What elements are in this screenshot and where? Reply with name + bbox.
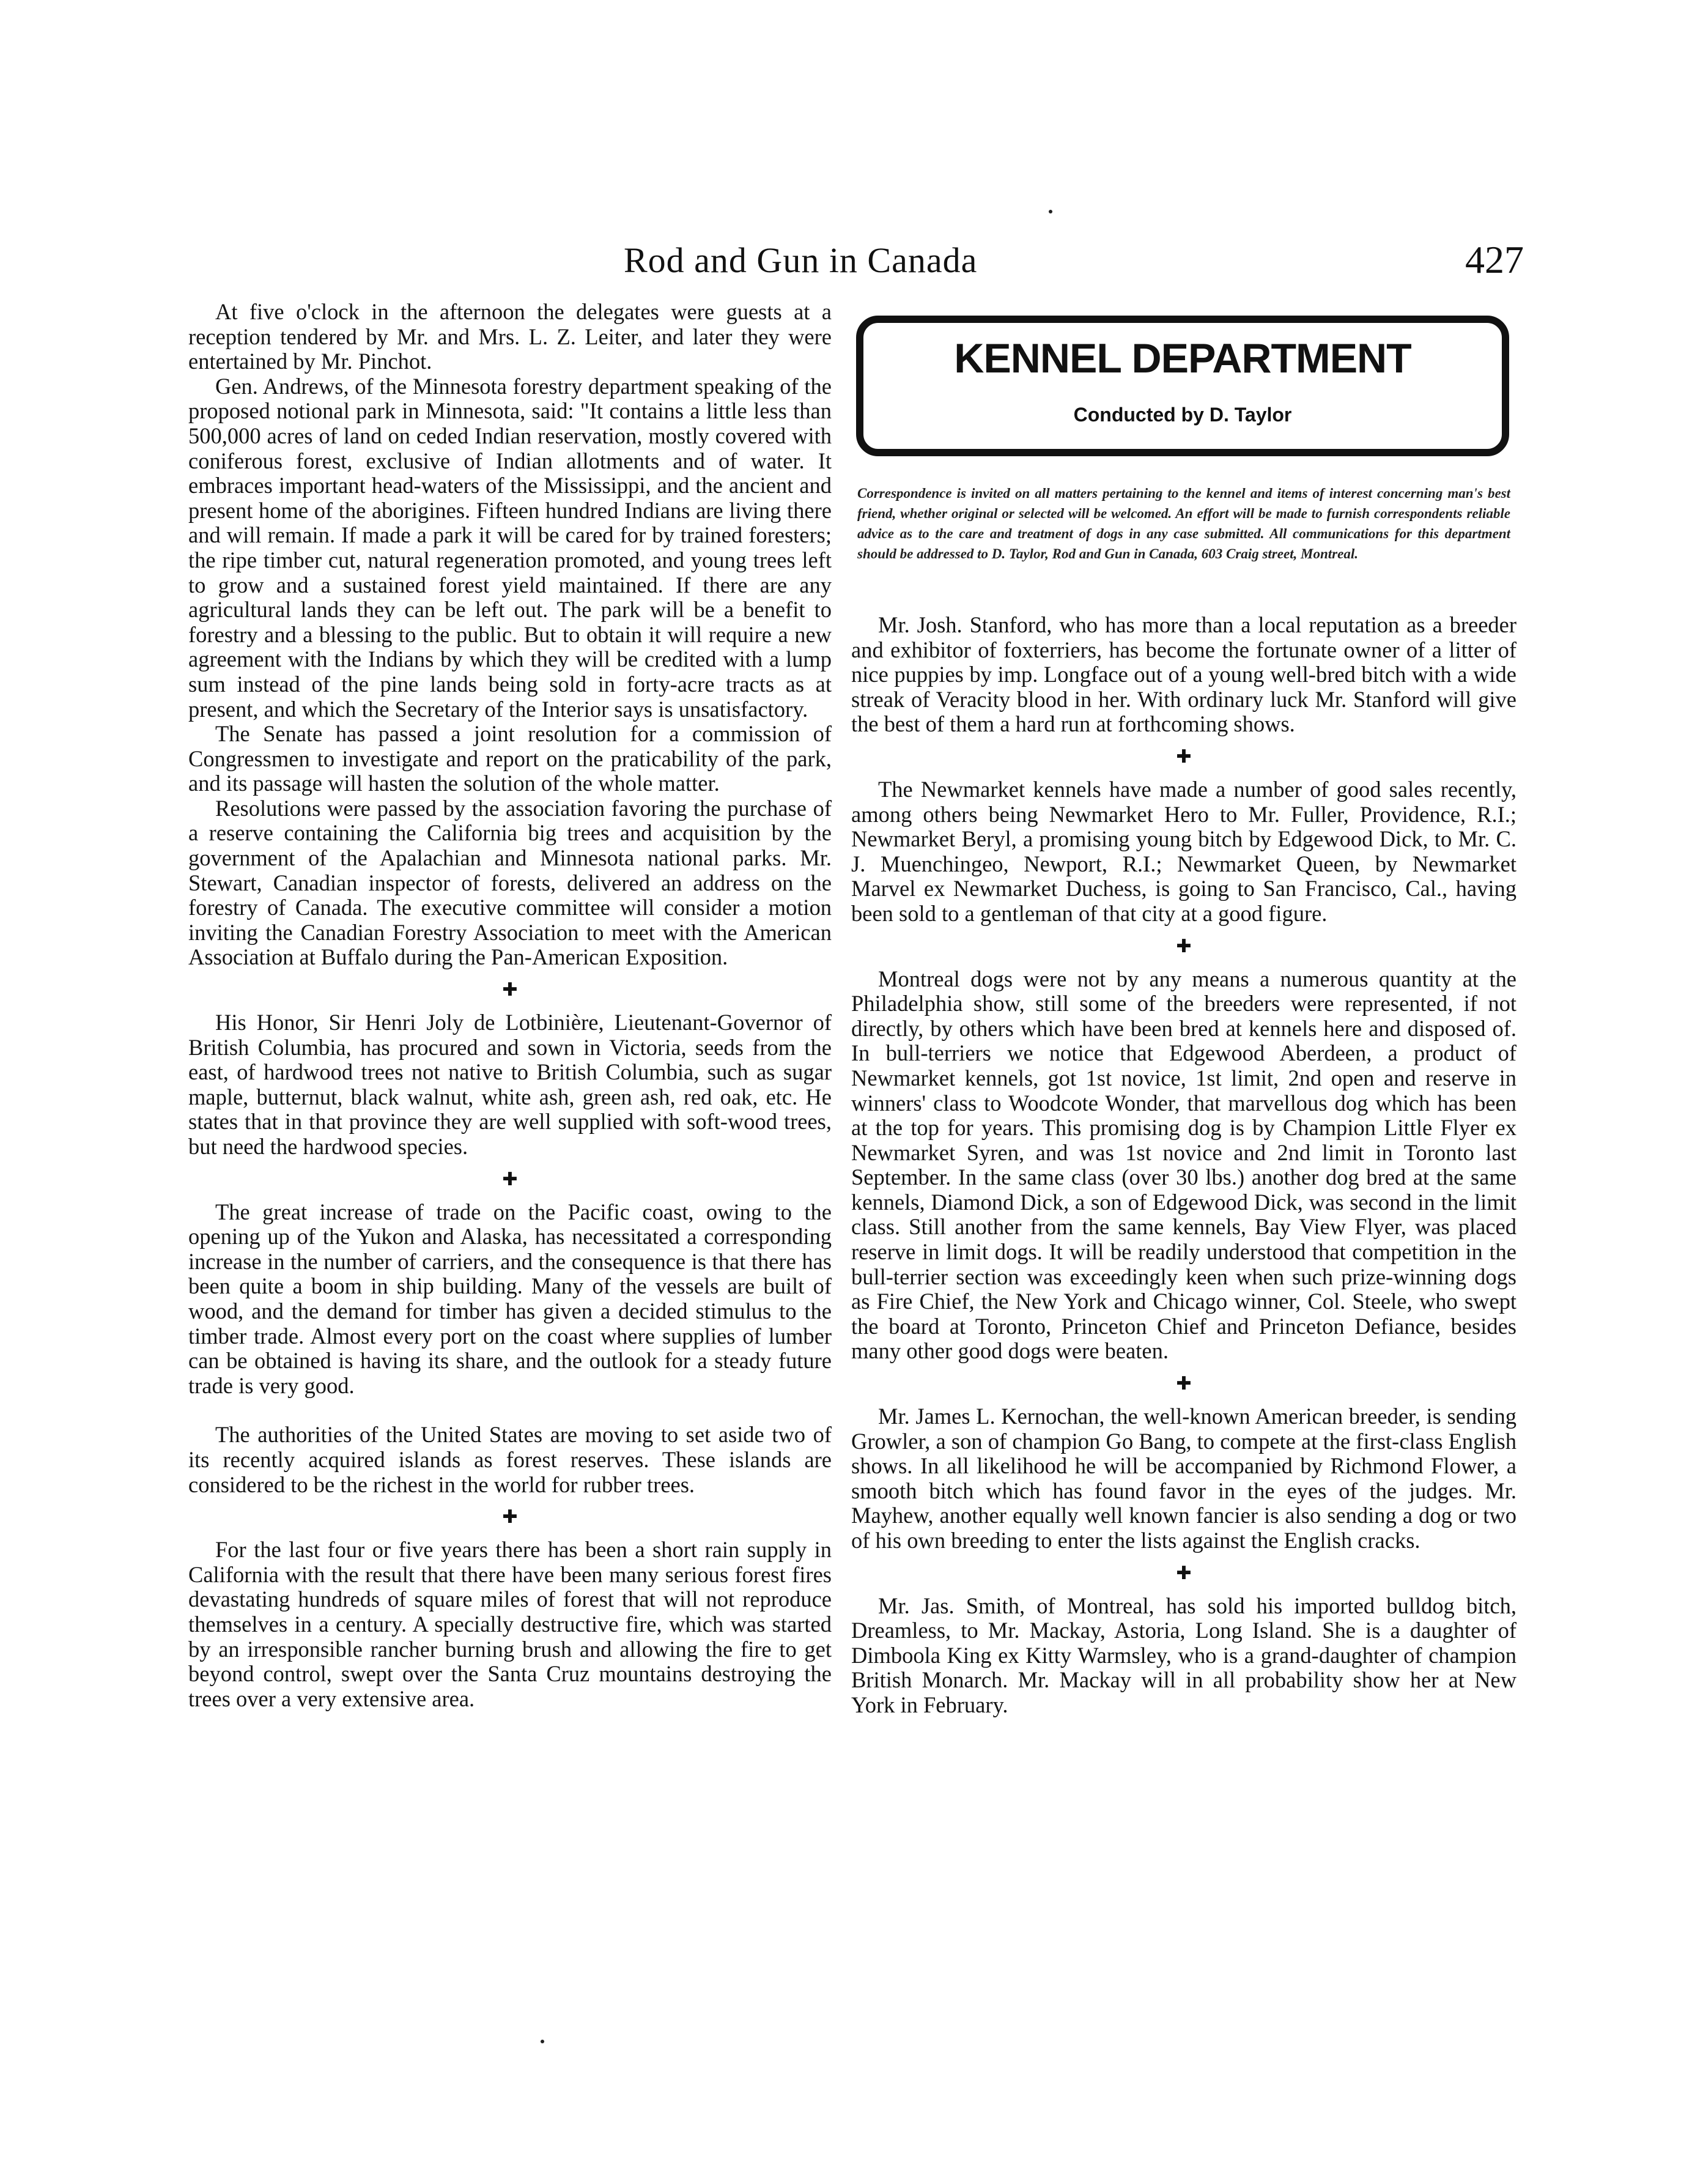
section-separator-icon: ✚ (502, 1169, 518, 1190)
article-paragraph: The Senate has passed a joint resolution for a commission of Congressmen to investigate and report on the praticability of the park, and its passage will hasten the solution of the whole matter. (188, 721, 832, 796)
section-separator-icon: ✚ (1176, 1374, 1192, 1394)
section-separator-icon: ✚ (1176, 936, 1192, 957)
kennel-articles (851, 613, 1517, 1718)
article-paragraph: The Newmarket kennels have made a number of good sales recently, among others being Newmarket Hero to Mr. Fuller, Providence, R.I.; Newmarket Beryl, a promising young bitch by Edgewood Dick, to Mr. C. J. Muenchingeo, Newport, R.I.; Newmarket Queen, by Newmarket Marvel ex Newmarket Duchess, is going to San Francisco, Cal., having been sold to a gentleman of that city at a good figure. (851, 776, 1517, 926)
section-separator-icon: ✚ (1176, 746, 1192, 767)
kennel-department-box (856, 316, 1509, 456)
right-column (851, 300, 1517, 1718)
print-speck (1049, 210, 1052, 213)
article-paragraph: His Honor, Sir Henri Joly de Lotbinière, Lieutenant-Governor of British Columbia, has procured and sown in Victoria, seeds from the east, of hardwood trees not native to British Columbia, such as sugar maple, butternut, black walnut, white ash, green ash, red oak, etc. He states that in that province they are well supplied with soft-wood trees, but need the hardwood species. (188, 1010, 832, 1159)
article-paragraph: Montreal dogs were not by any means a numerous quantity at the Philadelphia show, still some of the breeders were represented, if not directly, by others which have been bred at kennels here and disposed of. In bull-terriers we notice that Edgewood Aberdeen, a product of Newmarket kennels, got 1st novice, 1st limit, 2nd open and reserve in winners' class to Woodcote Wonder, that marvellous dog which has been at the top for years. This promising dog is by Champion Little Flyer ex Newmarket Syren, and was 1st novice and 2nd limit in Toronto last September. In the same class (over 30 lbs.) another dog bred at the same kennels, Diamond Dick, a son of Edgewood Dick, was second in the limit class. Still another from the same kennels, Bay View Flyer, was placed reserve in limit dogs. It will be readily understood that competition in the bull-terrier section was exceedingly keen when such prize-winning dogs as Fire Chief, the New York and Chicago winner, Col. Steele, who swept the board at Toronto, Princeton Chief and Princeton Defiance, besides many other good dogs were beaten. (851, 966, 1517, 1364)
running-head (0, 240, 1692, 289)
article-paragraph: Resolutions were passed by the association favoring the purchase of a reserve containing the California big trees and acquisition by the government of the Apalachian and Minnesota national parks. Mr. Stewart, Canadian inspector of forests, delivered an address on the forestry of Canada. The executive committee will consider a motion inviting the Canadian Forestry Association to meet with the American Association at Buffalo during the Pan-American Exposition. (188, 795, 832, 970)
kennel-department-title: KENNEL DEPARTMENT (954, 335, 1411, 382)
journal-title: Rod and Gun in Canada (624, 240, 978, 280)
kennel-conducted-by: Conducted by D. Taylor (1073, 404, 1292, 426)
page-number: 427 (1465, 238, 1524, 281)
article-paragraph: At five o'clock in the afternoon the delegates were guests at a reception tendered by Mr. and Mrs. L. Z. Leiter, and later they were entertained by Mr. Pinchot. (188, 299, 832, 374)
article-paragraph: Mr. Josh. Stanford, who has more than a local reputation as a breeder and exhibitor of foxterriers, has become the fortunate owner of a litter of nice puppies by imp. Longface out of a young well-bred bitch with a wide streak of Veracity blood in her. With ordinary luck Mr. Stanford will give the best of them a hard run at forthcoming shows. (851, 612, 1517, 737)
editor-note: Correspondence is invited on all matters pertaining to the kennel and items of interest concerning man's best friend, whether original or selected will be welcomed. An effort will be made to furnish correspondents reliable advice as to the care and treatment of dogs in any case submitted. All communications for this department should be addressed to D. Taylor, Rod and Gun in Canada, 603 Craig street, Montreal. (857, 486, 1510, 561)
section-separator-icon: ✚ (502, 980, 518, 1001)
article-paragraph: The great increase of trade on the Pacific coast, owing to the opening up of the Yukon and Alaska, has necessitated a corresponding increase in the number of carriers, and the consequence is that there has been quite a boom in ship building. Many of the vessels are built of wood, and the demand for timber has given a decided stimulus to the timber trade. Almost every port on the coast where supplies of lumber can be obtained is having its share, and the outlook for a steady future trade is very good. (188, 1199, 832, 1398)
article-paragraph: Mr. James L. Kernochan, the well-known American breeder, is sending Growler, a son of champion Go Bang, to compete at the first-class English shows. In all likelihood he will be accompanied by Richmond Flower, a smooth bitch which has found favor in the eyes of the judges. Mr. Mayhew, another equally well known fancier is also sending a dog or two of his own breeding to enter the lists against the English cracks. (851, 1404, 1517, 1553)
article-paragraph: Gen. Andrews, of the Minnesota forestry department speaking of the proposed notional park in Minnesota, said: "It contains a little less than 500,000 acres of land on ceded Indian reservation, mostly covered with coniferous forest, exclusive of Indian allotments and of water. It embraces important head-waters of the Mississippi, and the ancient and present home of the aborigines. Fifteen hundred Indians are living there and will remain. If made a park it will be cared for by trained foresters; the ripe timber cut, natural regeneration promoted, and young trees left to grow and a sustained forest yield maintained. If there are any agricultural lands they can be left out. The park will be a benefit to forestry and a blessing to the public. But to obtain it will require a new agreement with the Indians by which they will be credited with a lump sum instead of the pine lands being sold in forty-acre tracts as at present, and which the Secretary of the Interior says is unsatisfactory. (188, 373, 832, 722)
left-column (188, 300, 832, 1711)
article-paragraph: For the last four or five years there has been a short rain supply in California with the result that there have been many serious forest fires devastating hundreds of square miles of forest that will not reproduce themselves in a century. A specially destructive fire, which was started by an irresponsible rancher burning brush and allowing the fire to get beyond control, swept over the Santa Cruz mountains destroying the trees over a very extensive area. (188, 1537, 832, 1711)
print-speck (541, 2040, 544, 2043)
article-paragraph: Mr. Jas. Smith, of Montreal, has sold his imported bulldog bitch, Dreamless, to Mr. Mackay, Astoria, Long Island. She is a daughter of Dimboola King ex Kitty Warmsley, who is a grand-daughter of champion British Monarch. Mr. Mackay will in all probability show her at New York in February. (851, 1593, 1517, 1717)
section-separator-icon: ✚ (1176, 1563, 1192, 1583)
section-separator-icon: ✚ (502, 1507, 518, 1528)
article-paragraph: The authorities of the United States are moving to set aside two of its recently acquired islands as forest reserves. These islands are considered to be the richest in the world for rubber trees. (188, 1422, 832, 1497)
